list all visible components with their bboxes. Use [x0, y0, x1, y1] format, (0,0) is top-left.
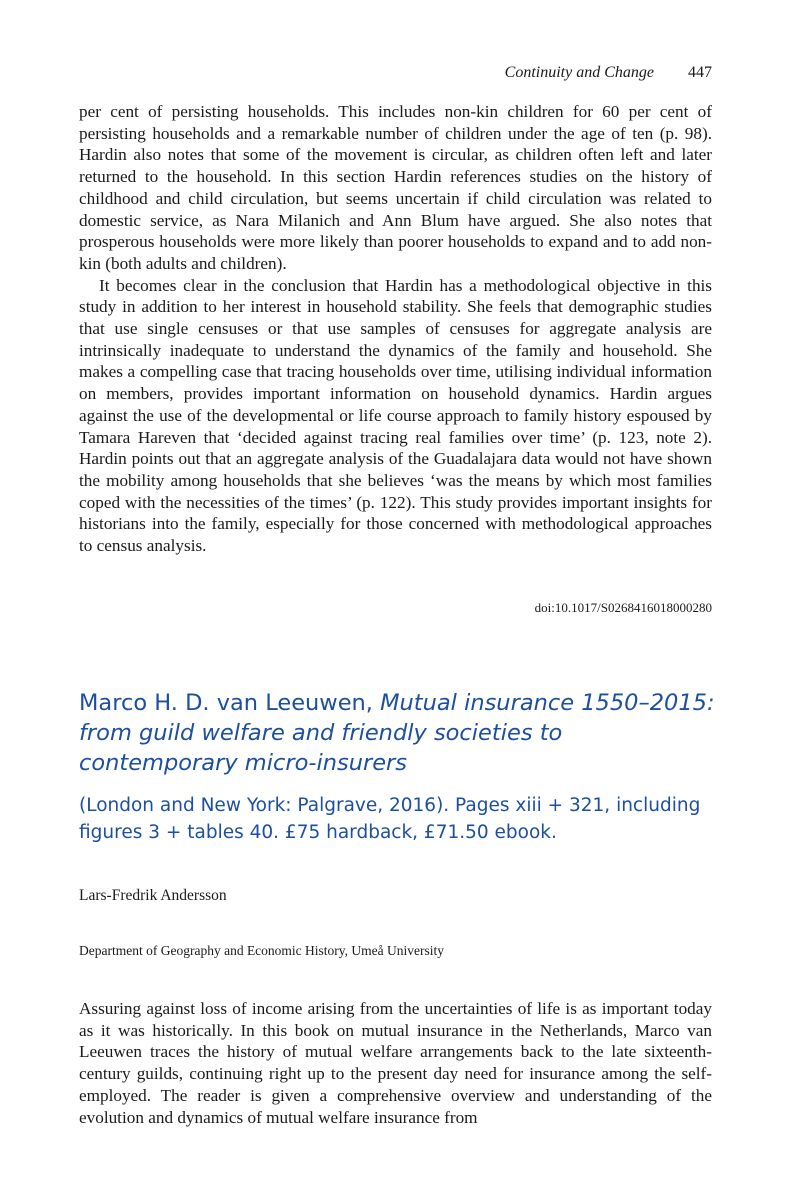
review-heading: [79, 688, 719, 778]
review-body: [79, 998, 712, 1128]
page-number: 447: [688, 64, 712, 81]
publication-info: (London and New York: Palgrave, 2016). Pages xiii + 321, including figures 3 + tables 40. £75 hardback, £71.50 ebook.: [79, 795, 701, 843]
reviewer-name: Lars-Fredrik Andersson: [79, 887, 227, 904]
paragraph: Assuring against loss of income arising from the uncertainties of life is as important today as it was historically. In this book on mutual insurance in the Netherlands, Marco van Leeuwen traces the history of mutual welfare arrangements back to the late sixteenth-century guilds, continuing right up to the present day need for insurance among the self-employed. The reader is given a comprehensive overview and understanding of the evolution and dynamics of mutual welfare insurance from: [79, 999, 712, 1127]
paragraph: It becomes clear in the conclusion that Hardin has a methodological objective in this study in addition to her interest in household stability. She feels that demographic studies that use single censuses or that use samples of censuses for aggregate analysis are intrinsically inadequate to understand the dynamics of the family and household. She makes a compelling case that tracing households over time, utilising individual information on members, provides important information on household dynamics. Hardin argues against the use of the developmental or life course approach to family history espoused by Tamara Hareven that ‘decided against tracing real families over time’ (p. 123, note 2). Hardin points out that an aggregate analysis of the Guadalajara data would not have shown the mobility among households that she believes ‘was the means by which most families coped with the necessities of the times’ (p. 122). This study provides important insights for historians into the family, especially for those concerned with methodological approaches to census analysis.: [79, 275, 712, 556]
journal-name: Continuity and Change: [504, 64, 654, 81]
reviewer-affiliation: Department of Geography and Economic History, Umeå University: [79, 943, 445, 958]
book-author: Marco H. D. van Leeuwen,: [79, 690, 381, 716]
doi: doi:10.1017/S0268416018000280: [534, 600, 712, 615]
article-body: [79, 101, 712, 557]
paragraph: per cent of persisting households. This includes non-kin children for 60 per cent of persisting households and a remarkable number of children under the age of ten (p. 98). Hardin also notes that some of the movement is circular, as children often left and later returned to the household. In this section Hardin references studies on the history of childhood and child circulation, but seems uncertain if child circulation was related to domestic service, as Nara Milanich and Ann Blum have argued. She also notes that prosperous households were more likely than poorer households to expand and to add non-kin (both adults and children).: [79, 102, 712, 273]
running-head: [505, 64, 712, 82]
book-title: Mutual insurance 1550–2015: from guild welfare and friendly societies to contemporary micro-insurers: [79, 690, 715, 776]
